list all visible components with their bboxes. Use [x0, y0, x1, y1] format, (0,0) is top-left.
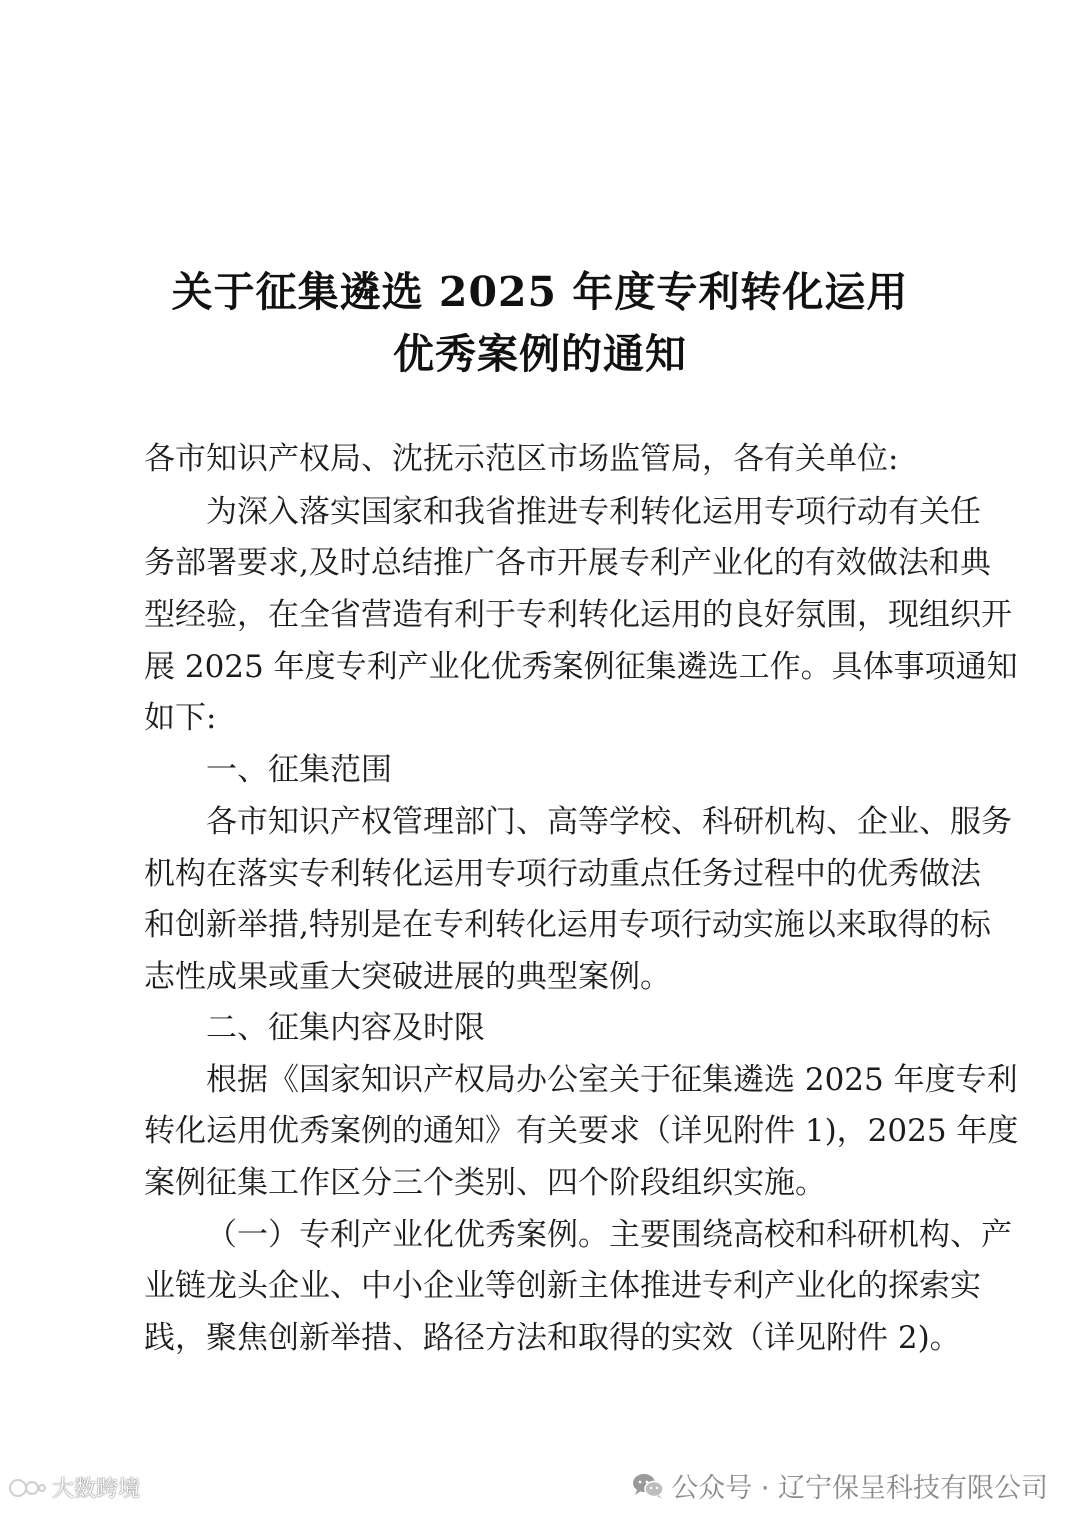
- item-1-line-1: （一）专利产业化优秀案例。主要围绕高校和科研机构、产: [206, 1217, 1012, 1253]
- section-1-heading: 一、征集范围: [206, 752, 392, 788]
- section-2-heading: 二、征集内容及时限: [206, 1010, 485, 1046]
- intro-line-4: 展 2025 年度专利产业化优秀案例征集遴选工作。具体事项通知: [144, 649, 1018, 685]
- footer-watermarks: [0, 1460, 1080, 1510]
- section-2-line-2: 转化运用优秀案例的通知》有关要求（详见附件 1)，2025 年度: [144, 1113, 1019, 1149]
- right-watermark-text: 公众号 · 辽宁保呈科技有限公司: [671, 1473, 1048, 1504]
- item-1-line-2: 业链龙头企业、中小企业等创新主体推进专利产业化的探索实: [144, 1268, 981, 1304]
- document-title-line-1: 关于征集遴选 2025 年度专利转化运用: [171, 268, 909, 316]
- right-watermark: [631, 1466, 1048, 1505]
- section-1-line-3: 和创新举措,特别是在专利转化运用专项行动实施以来取得的标: [144, 907, 991, 943]
- section-1-line-4: 志性成果或重大突破进展的典型案例。: [144, 959, 671, 995]
- left-watermark-text: 大数跨境: [52, 1476, 141, 1501]
- intro-line-1: 为深入落实国家和我省推进专利转化运用专项行动有关任: [206, 494, 981, 530]
- left-watermark: [8, 1472, 140, 1503]
- section-2-line-1: 根据《国家知识产权局办公室关于征集遴选 2025 年度专利: [206, 1062, 1018, 1098]
- salutation: 各市知识产权局、沈抚示范区市场监管局，各有关单位:: [144, 441, 899, 477]
- intro-line-3: 型经验，在全省营造有利于专利转化运用的良好氛围，现组织开: [144, 597, 1012, 633]
- document-title-line-2: 优秀案例的通知: [393, 330, 687, 378]
- wechat-icon: [631, 1471, 665, 1501]
- item-1-line-3: 践，聚焦创新举措、路径方法和取得的实效（详见附件 2)。: [144, 1320, 961, 1356]
- intro-line-5: 如下:: [144, 700, 217, 736]
- dashu-logo-icon: [8, 1477, 48, 1499]
- intro-line-2: 务部署要求,及时总结推广各市开展专利产业化的有效做法和典: [144, 545, 991, 581]
- section-2-line-3: 案例征集工作区分三个类别、四个阶段组织实施。: [144, 1165, 826, 1201]
- section-1-line-2: 机构在落实专利转化运用专项行动重点任务过程中的优秀做法: [144, 856, 981, 892]
- section-1-line-1: 各市知识产权管理部门、高等学校、科研机构、企业、服务: [206, 804, 1012, 840]
